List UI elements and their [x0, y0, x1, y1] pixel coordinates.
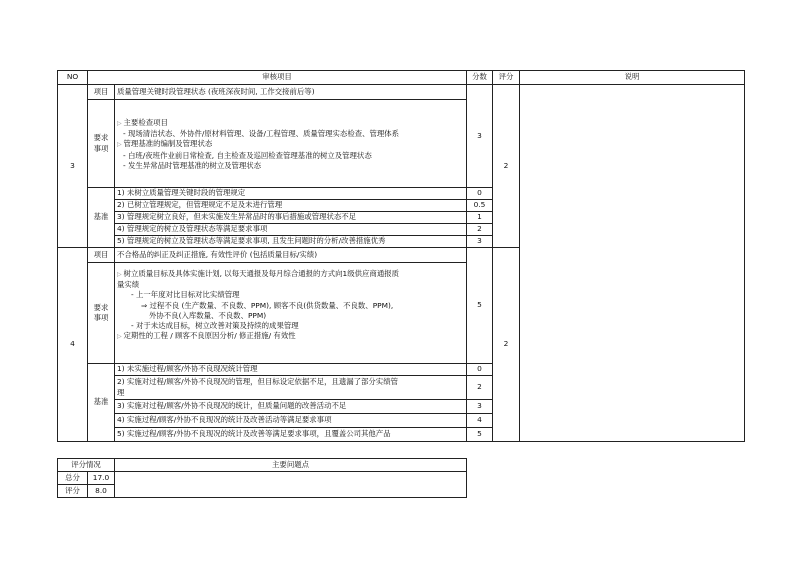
- basis-text: 1) 未实施过程/顾客/外协不良现况统计管理: [115, 364, 467, 376]
- header-no: NO: [58, 71, 88, 85]
- item-label: 项目: [88, 85, 115, 100]
- rating-value: 2: [493, 85, 520, 248]
- section-no: 4: [58, 248, 88, 442]
- basis-score: 0: [467, 188, 493, 200]
- item-label: 项目: [88, 248, 115, 263]
- basis-text: 2) 实施对过程/顾客/外协不良现况的管理，但目标设定依据不足，且遗漏了部分实绩管 理: [115, 376, 467, 400]
- header-rating: 评分: [493, 71, 520, 85]
- basis-text: 3) 管理规定树立良好，但未实施发生异常品时的事后措施或管理状态不足: [115, 212, 467, 224]
- basis-text: 5) 管理规定的树立及管理状态等满足要求事项, 且发生问题时的分析/改善措施优秀: [115, 236, 467, 248]
- basis-score: 1: [467, 212, 493, 224]
- req-text: ▷ 树立质量目标及具体实施计划, 以每天通报及每月综合通报的方式向1级供应商通报质 量实绩 - 上一年度对比目标对比实绩管理 ⇒ 过程不良 (生产数量、不良数、PPM), 顾客不良(供货数量、不良数、PPM), 外协不良(入库数量、不良数、PPM) - 对于未达成目标，树立改善对策及持续的成果管理 ▷ 定期性的工程 / 顾客不良原因分析/ 修正措施/ 有效性: [115, 263, 467, 364]
- header-score: 分数: [467, 71, 493, 85]
- summary-title: 评分情况: [58, 459, 115, 472]
- req-text: ▷ 主要检查项目 - 现场清洁状态、外协件/原材料管理、设备/工程管理、质量管理实态检查、管理体系 ▷ 管理基准的编制及管理状态 - 白班/夜班作业前日常检查, 自主检查及巡回检查管理基准的树立及管理状态 - 发生异常品时管理基准的树立及管理状态: [115, 100, 467, 188]
- req-score: 5: [467, 248, 493, 364]
- item-text: 不合格品的纠正及纠正措施, 有效性评价 (包括质量目标/实绩): [115, 248, 467, 263]
- basis-score: 2: [467, 224, 493, 236]
- summary-table: [57, 458, 467, 498]
- audit-table: [57, 70, 745, 442]
- basis-text: 1) 未树立质量管理关键时段的管理规定: [115, 188, 467, 200]
- rating-label: 评分: [58, 485, 88, 498]
- basis-text: 2) 已树立管理规定，但管理规定不足及未进行管理: [115, 200, 467, 212]
- basis-text: 4) 实施过程/顾客/外协不良现况的统计及改善活动等满足要求事项: [115, 414, 467, 428]
- req-label: 要求 事项: [88, 100, 115, 188]
- basis-score: 2: [467, 376, 493, 400]
- summary-header-row: [58, 459, 467, 472]
- section-3-item-row: [58, 85, 745, 100]
- basis-score: 0: [467, 364, 493, 376]
- basis-text: 4) 管理规定的树立及管理状态等满足要求事项: [115, 224, 467, 236]
- issues-cell: [115, 472, 467, 498]
- total-value: 17.0: [88, 472, 115, 485]
- basis-score: 5: [467, 428, 493, 442]
- total-label: 总分: [58, 472, 88, 485]
- item-text: 质量管理关键时段管理状态 (夜班深夜时间, 工作交接前后等): [115, 85, 467, 100]
- basis-score: 3: [467, 236, 493, 248]
- basis-score: 4: [467, 414, 493, 428]
- description-cell: [520, 85, 745, 442]
- req-label: 要求 事项: [88, 263, 115, 364]
- header-row: [58, 71, 745, 85]
- header-item: 审核项目: [88, 71, 467, 85]
- header-desc: 说明: [520, 71, 745, 85]
- basis-label: 基准: [88, 188, 115, 248]
- basis-text: 5) 实施过程/顾客/外协不良现况的统计及改善等满足要求事项，且覆盖公司其他产品: [115, 428, 467, 442]
- basis-label: 基准: [88, 364, 115, 442]
- req-score: 3: [467, 85, 493, 188]
- total-row: [58, 472, 467, 485]
- basis-text: 3) 实施对过程/顾客/外协不良现况的统计，但质量问题的改善活动不足: [115, 400, 467, 414]
- rating-value: 2: [493, 248, 520, 442]
- rating-total: 8.0: [88, 485, 115, 498]
- section-no: 3: [58, 85, 88, 248]
- basis-score: 3: [467, 400, 493, 414]
- basis-score: 0.5: [467, 200, 493, 212]
- issues-title: 主要问题点: [115, 459, 467, 472]
